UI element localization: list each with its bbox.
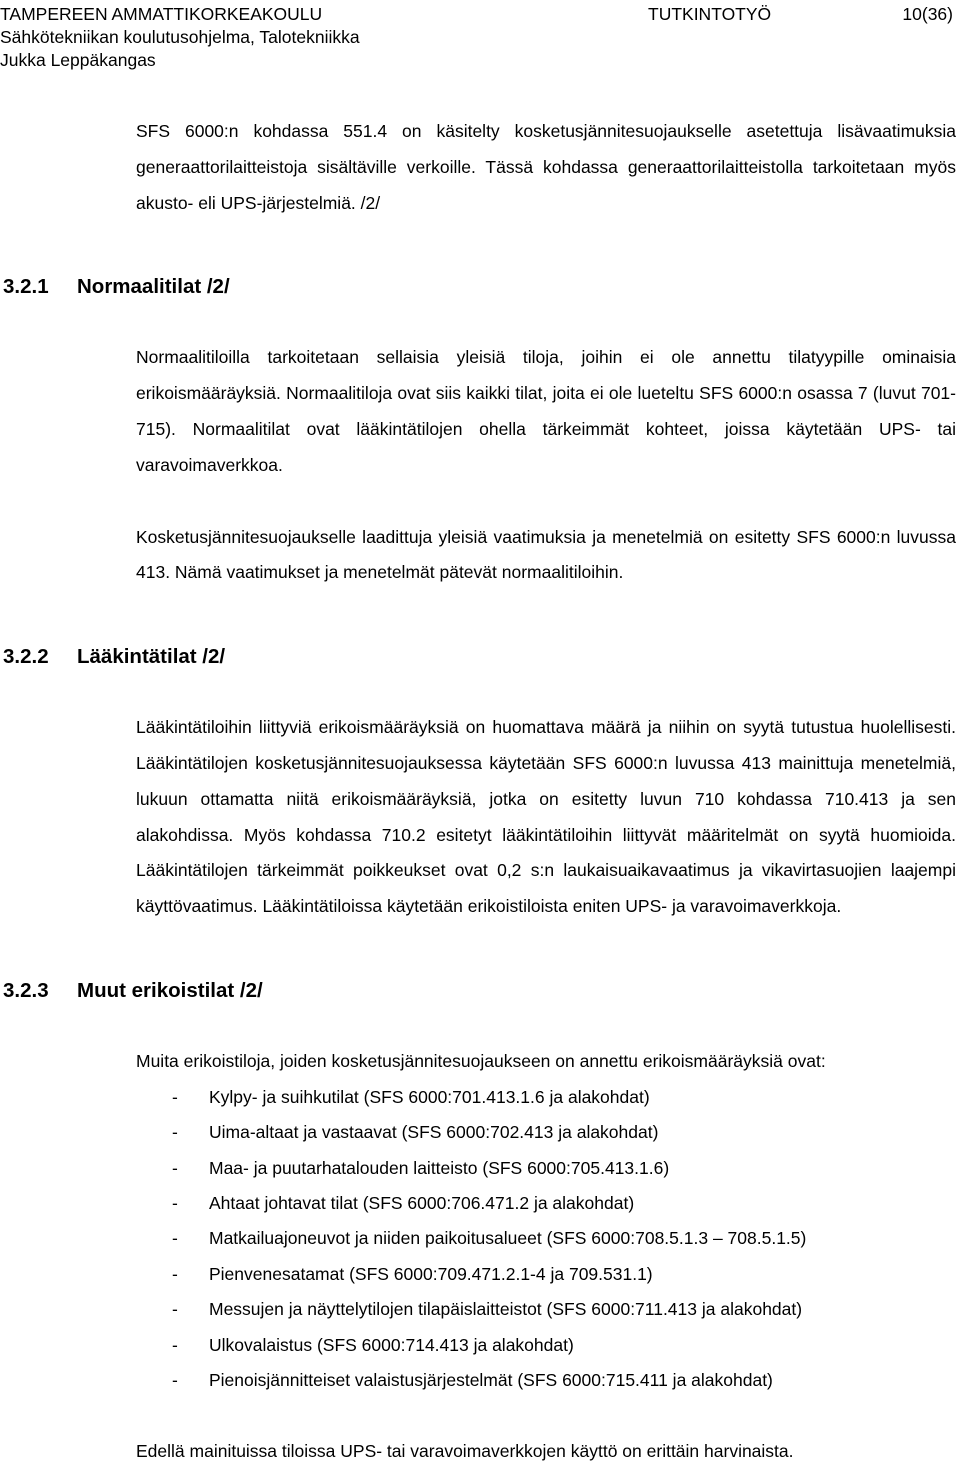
section-title: Normaalitilat /2/ <box>77 275 230 299</box>
document-body <box>3 114 956 1470</box>
list-item-text: Ahtaat johtavat tilat (SFS 6000:706.471.2 ja alakohdat) <box>209 1192 635 1213</box>
section-title: Muut erikoistilat /2/ <box>77 978 263 1002</box>
header-row-2 <box>0 26 960 49</box>
list-dash: - <box>172 1122 178 1143</box>
section-number: 3.2.3 <box>3 978 49 1002</box>
muut-erikoistilat-closing: Edellä mainituissa tiloissa UPS- tai varavoimaverkkojen käyttö on erittäin harvinaista. <box>136 1441 794 1462</box>
list-item <box>136 1363 956 1398</box>
list-item <box>136 1080 956 1115</box>
section-heading-normaalitilat <box>0 269 956 304</box>
list-item-text: Pienvenesatamat (SFS 6000:709.471.2.1-4 ja 709.531.1) <box>209 1263 653 1284</box>
list-dash: - <box>172 1263 178 1284</box>
list-item-text: Pienoisjännitteiset valaistusjärjestelmät (SFS 6000:715.411 ja alakohdat) <box>209 1370 773 1390</box>
section-number: 3.2.1 <box>3 275 49 299</box>
document-type: TUTKINTOTYÖ <box>648 4 772 24</box>
list-item-text: Uima-altaat ja vastaavat (SFS 6000:702.413 ja alakohdat) <box>209 1122 659 1143</box>
section-heading-muut-erikoistilat <box>0 973 956 1008</box>
special-spaces-list <box>136 1080 956 1399</box>
section-number: 3.2.2 <box>3 645 49 669</box>
list-item <box>136 1151 956 1186</box>
list-item-text: Matkailuajoneuvot ja niiden paikoitusalueet (SFS 6000:708.5.1.3 – 708.5.1.5) <box>209 1228 807 1249</box>
list-item <box>136 1221 956 1256</box>
list-dash: - <box>172 1334 178 1355</box>
list-dash: - <box>172 1086 178 1107</box>
list-item-text: Kylpy- ja suihkutilat (SFS 6000:701.413.1.6 ja alakohdat) <box>209 1086 650 1107</box>
list-item <box>136 1115 956 1150</box>
header-row-1 <box>0 3 960 26</box>
page-header <box>0 3 960 72</box>
list-dash: - <box>172 1299 178 1320</box>
laakintatilat-paragraph: Lääkintätiloihin liittyviä erikoismääräyksiä on huomattava määrä ja niihin on syytä tutustua huolellisesti. Lääkintätilojen kosketusjännitesuojauksessa käytetään SFS 6000:n luvussa 413 mainittuja menetelmiä, lukuun ottamatta niitä erikoismääräyksiä, jotka on esitetty luvun 710 kohdassa 710.413 ja sen alakohdissa. Myös kohdassa 710.2 esitetyt lääkintätiloihin liittyvät määritelmät on syytä huomioida. Lääkintätilojen tärkeimmät poikkeukset ovat 0,2 s:n laukaisuaikavaatimus ja vikavirtasuojien laajempi käyttövaatimus. Lääkintätiloissa käytetään erikoistiloista eniten UPS- ja varavoimaverkkoja. <box>136 717 956 917</box>
list-item-text: Ulkovalaistus (SFS 6000:714.413 ja alakohdat) <box>209 1334 574 1355</box>
degree-program: Sähkötekniikan koulutusohjelma, Talotekniikka <box>0 27 360 47</box>
list-item <box>136 1292 956 1327</box>
list-dash: - <box>172 1192 178 1213</box>
author-name: Jukka Leppäkangas <box>0 50 156 70</box>
list-item <box>136 1186 956 1221</box>
list-dash: - <box>172 1228 178 1249</box>
list-item-text: Messujen ja näyttelytilojen tilapäislaitteistot (SFS 6000:711.413 ja alakohdat) <box>209 1299 803 1320</box>
list-item <box>136 1328 956 1363</box>
muut-erikoistilat-intro: Muita erikoistiloja, joiden kosketusjännitesuojaukseen on annettu erikoismääräyksiä ovat: <box>136 1050 826 1071</box>
section-title: Lääkintätilat /2/ <box>77 645 226 669</box>
page-number: 10(36) <box>902 4 953 24</box>
section-heading-laakintatilat <box>0 639 956 674</box>
normaalitilat-paragraph-2: Kosketusjännitesuojaukselle laadittuja yleisiä vaatimuksia ja menetelmiä on esitetty SFS 6000:n luvussa 413. Nämä vaatimukset ja menetelmät pätevät normaalitiloihin. <box>136 526 956 583</box>
institution-name: TAMPEREEN AMMATTIKORKEAKOULU <box>0 4 323 24</box>
header-row-3 <box>0 49 960 72</box>
list-item <box>136 1257 956 1292</box>
intro-paragraph: SFS 6000:n kohdassa 551.4 on käsitelty kosketusjännitesuojaukselle asetettuja lisävaatimuksia generaattorilaitteistoja sisältäville verkoille. Tässä kohdassa generaattorilaitteistolla tarkoitetaan myös akusto- eli UPS-järjestelmiä. /2/ <box>136 121 956 213</box>
normaalitilat-paragraph-1: Normaalitiloilla tarkoitetaan sellaisia yleisiä tiloja, joihin ei ole annettu tilatyypille ominaisia erikoismääräyksiä. Normaalitiloja ovat siis kaikki tilat, joita ei ole lueteltu SFS 6000:n osassa 7 (luvut 701-715). Normaalitilat ovat lääkintätilojen ohella tärkeimmät kohteet, joissa käytetään UPS- tai varavoimaverkkoa. <box>136 347 956 475</box>
list-item-text: Maa- ja puutarhatalouden laitteisto (SFS 6000:705.413.1.6) <box>209 1157 670 1178</box>
list-dash: - <box>172 1157 178 1178</box>
list-dash: - <box>172 1370 178 1390</box>
